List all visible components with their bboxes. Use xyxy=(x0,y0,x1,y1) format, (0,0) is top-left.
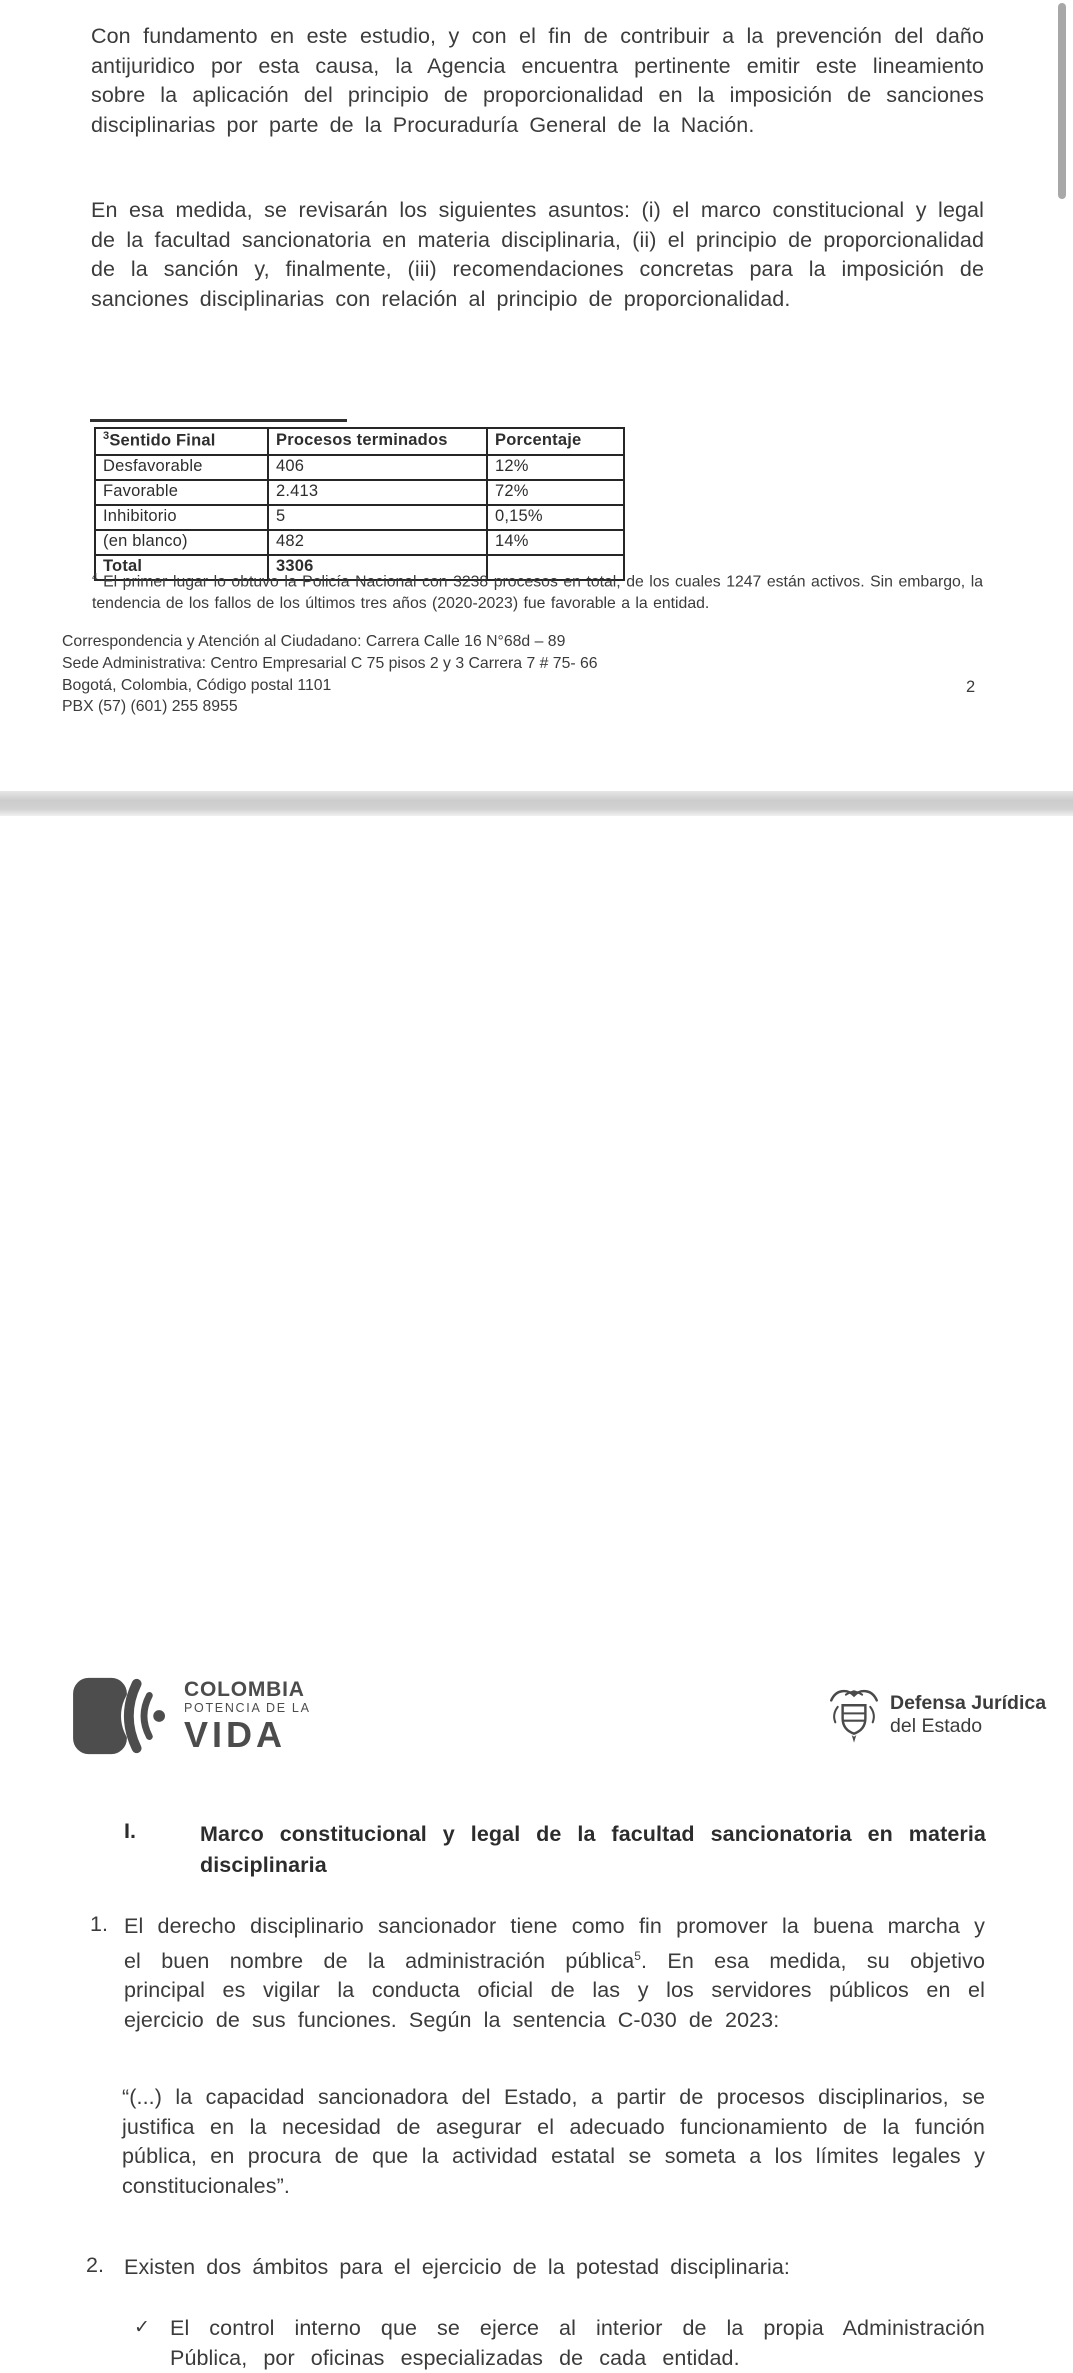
paragraph-asuntos: En esa medida, se revisarán los siguientes asuntos: (i) el marco constitucional y legal de la facultad sancionatoria en materia disciplinaria, (ii) el principio de proporcionalidad de la sanción y, finalmente, (iii) recomendaciones concretas para la imposición de sanciones disciplinarias con relación al principio de proporcionalidad. xyxy=(91,198,984,311)
logo-line-estado: del Estado xyxy=(890,1715,983,1737)
cell-count: 3306 xyxy=(268,555,487,580)
section-numeral: I. xyxy=(124,1819,136,1843)
list-number-1: 1. xyxy=(90,1912,108,1936)
page-2 xyxy=(0,0,1073,791)
cell-label: Total xyxy=(95,555,268,580)
colombia-logo-text xyxy=(184,1679,311,1753)
page-gap xyxy=(0,791,1073,816)
cell-percent: 72% xyxy=(487,480,624,505)
footnote-4 xyxy=(92,567,983,614)
logo-line-potencia: POTENCIA DE LA xyxy=(184,1701,311,1715)
colombia-ripple-logo-icon xyxy=(72,1672,170,1760)
checkmark-icon: ✓ xyxy=(134,2317,150,2338)
footer-line-ciudad: Bogotá, Colombia, Código postal 1101 xyxy=(62,676,332,694)
cell-count: 2.413 xyxy=(268,480,487,505)
footer-line-correspondencia: Correspondencia y Atención al Ciudadano: Carrera Calle 16 N°68d – 89 xyxy=(62,633,566,650)
cell-label: Inhibitorio xyxy=(95,505,268,530)
footnote-ref-4: 4 xyxy=(92,572,98,583)
coat-of-arms-icon xyxy=(828,1684,880,1746)
blockquote-sentencia: “(...) la capacidad sancionadora del Estado, a partir de procesos disciplinarios, se justifica en la necesidad de asegurar el adecuado funcionamiento de la función pública, en procura de que la actividad estatal se someta a los límites legales y constitucionales”. xyxy=(122,2085,985,2198)
cell-percent: 12% xyxy=(487,455,624,480)
cell-percent: 0,15% xyxy=(487,505,624,530)
page-number: 2 xyxy=(966,678,976,696)
footnote-ref-3: 3 xyxy=(103,430,110,443)
col-header-porcentaje: Porcentaje xyxy=(487,428,624,455)
item1-text-cont: . En esa medida, su objetivo principal es vigilar la conducta oficial de las y los servidores públicos en el ejercicio de sus funciones. Según la sentencia C-030 de 2023: xyxy=(124,1948,986,2032)
table-header-row xyxy=(95,428,624,455)
item1-text: El derecho disciplinario sancionador tiene como fin promover la buena marcha y el buen nombre de la administración pública xyxy=(124,1914,985,1973)
table-row xyxy=(95,455,624,480)
col-header-procesos: Procesos terminados xyxy=(268,428,487,455)
defensa-logo-text xyxy=(890,1692,1046,1738)
list-item-1 xyxy=(124,1912,985,2036)
cell-percent: 14% xyxy=(487,530,624,555)
cell-label: Favorable xyxy=(95,480,268,505)
page-footer xyxy=(62,631,598,718)
footnote-text: El primer lugar lo obtuvo la Policía Nacional con 3238 procesos en total, de los cuales 1247 están activos. Sin embargo, la tendencia de los fallos de los últimos tres años (2020-2023) fue favorable a la entidad. xyxy=(92,573,984,612)
col-header-label: Sentido Final xyxy=(109,431,216,450)
footer-line-sede: Sede Administrativa: Centro Empresarial C 75 pisos 2 y 3 Carrera 7 # 75- 66 xyxy=(62,654,598,672)
cell-label: (en blanco) xyxy=(95,530,268,555)
cell-count: 482 xyxy=(268,530,487,555)
scrollbar-thumb[interactable] xyxy=(1058,3,1066,199)
bullet-item-control-interno: El control interno que se ejerce al interior de la propia Administración Pública, por oficinas especializadas de cada entidad. xyxy=(170,2316,985,2370)
logo-line-defensa: Defensa Jurídica xyxy=(890,1692,1047,1714)
paragraph-intro: Con fundamento en este estudio, y con el fin de contribuir a la prevención del daño antijuridico por esta causa, la Agencia encuentra pertinente emitir este lineamiento sobre la aplicación del principio de proporcionalidad en la imposición de sanciones disciplinarias por parte de la Procuraduría General de la Nación. xyxy=(91,24,984,137)
table-row xyxy=(95,505,624,530)
cell-count: 5 xyxy=(268,505,487,530)
cell-label: Desfavorable xyxy=(95,455,268,480)
footnote-ref-5: 5 xyxy=(634,1948,642,1963)
logo-line-vida: VIDA xyxy=(184,1714,287,1755)
table-row xyxy=(95,480,624,505)
footnote-divider xyxy=(90,419,347,422)
defensa-juridica-logo xyxy=(828,1684,1046,1746)
section-title: Marco constitucional y legal de la facultad sancionatoria en materia disciplinaria xyxy=(200,1822,986,1877)
list-item-2: Existen dos ámbitos para el ejercicio de la potestad disciplinaria: xyxy=(124,2255,790,2279)
logo-line-colombia: COLOMBIA xyxy=(184,1678,305,1701)
list-number-2: 2. xyxy=(86,2253,104,2277)
page-3 xyxy=(0,816,1073,2370)
table-row xyxy=(95,530,624,555)
cell-count: 406 xyxy=(268,455,487,480)
colombia-logo xyxy=(72,1672,311,1760)
footer-line-pbx: PBX (57) (601) 255 8955 xyxy=(62,698,238,716)
col-header-sentido-final xyxy=(95,428,268,455)
results-table xyxy=(94,427,625,581)
